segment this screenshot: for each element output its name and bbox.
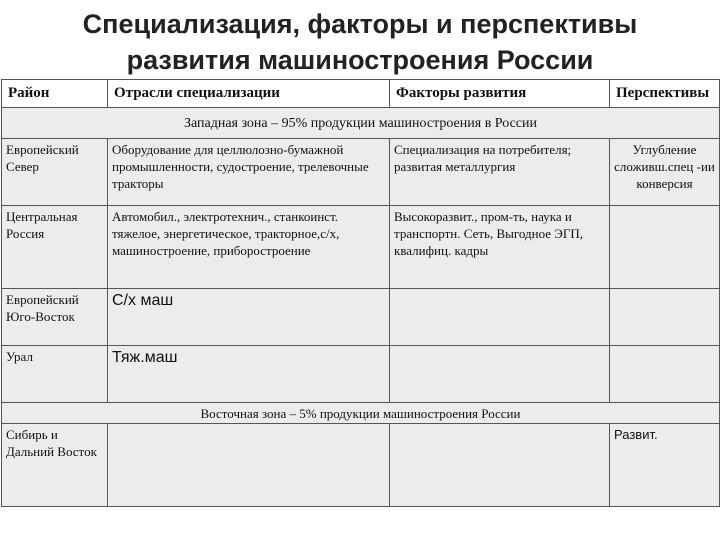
branches-cell (108, 424, 390, 507)
region-cell: Европейский Север (2, 139, 108, 206)
branches-cell: Тяж.маш (108, 346, 390, 403)
branches-cell: Автомобил., электротехнич., станкоинст. тяжелое, энергетическое, тракторное,с/х, машиностроение, приборостроение (108, 206, 390, 289)
slide-title (0, 6, 720, 78)
prospects-cell (610, 206, 720, 289)
west-zone-row (2, 108, 720, 139)
header-branches: Отрасли специализации (108, 80, 390, 108)
slide-title-line-1: Специализация, факторы и перспективы (82, 9, 638, 39)
table-row (2, 424, 720, 507)
header-prospects: Перспективы (610, 80, 720, 108)
table-row (2, 139, 720, 206)
table-header-row (2, 80, 720, 108)
region-cell: Урал (2, 346, 108, 403)
factors-cell (390, 289, 610, 346)
branches-cell: С/х маш (108, 289, 390, 346)
factors-cell: Специализация на потребителя; развитая металлургия (390, 139, 610, 206)
prospects-cell (610, 346, 720, 403)
factors-cell: Высокоразвит., пром-ть, наука и транспортн. Сеть, Выгодное ЭГП, квалифиц. кадры (390, 206, 610, 289)
region-cell: Европейский Юго-Восток (2, 289, 108, 346)
factors-cell (390, 346, 610, 403)
table-row (2, 289, 720, 346)
header-region: Район (2, 80, 108, 108)
east-zone-label: Восточная зона – 5% продукции машиностроения России (2, 403, 720, 424)
machinery-table (1, 79, 720, 507)
table-row (2, 346, 720, 403)
prospects-cell (610, 289, 720, 346)
table-row (2, 206, 720, 289)
header-factors: Факторы развития (390, 80, 610, 108)
prospects-cell: Развит. (610, 424, 720, 507)
region-cell: Сибирь и Дальний Восток (2, 424, 108, 507)
factors-cell (390, 424, 610, 507)
east-zone-row (2, 403, 720, 424)
west-zone-label: Западная зона – 95% продукции машиностроения в России (2, 108, 720, 139)
region-cell: Центральная Россия (2, 206, 108, 289)
slide-title-line-2: развития машиностроения России (126, 45, 594, 75)
branches-cell: Оборудование для целлюлозно-бумажной промышленности, судостроение, трелевочные тракторы (108, 139, 390, 206)
prospects-cell: Углубление сложивш.спец -ии конверсия (610, 139, 720, 206)
